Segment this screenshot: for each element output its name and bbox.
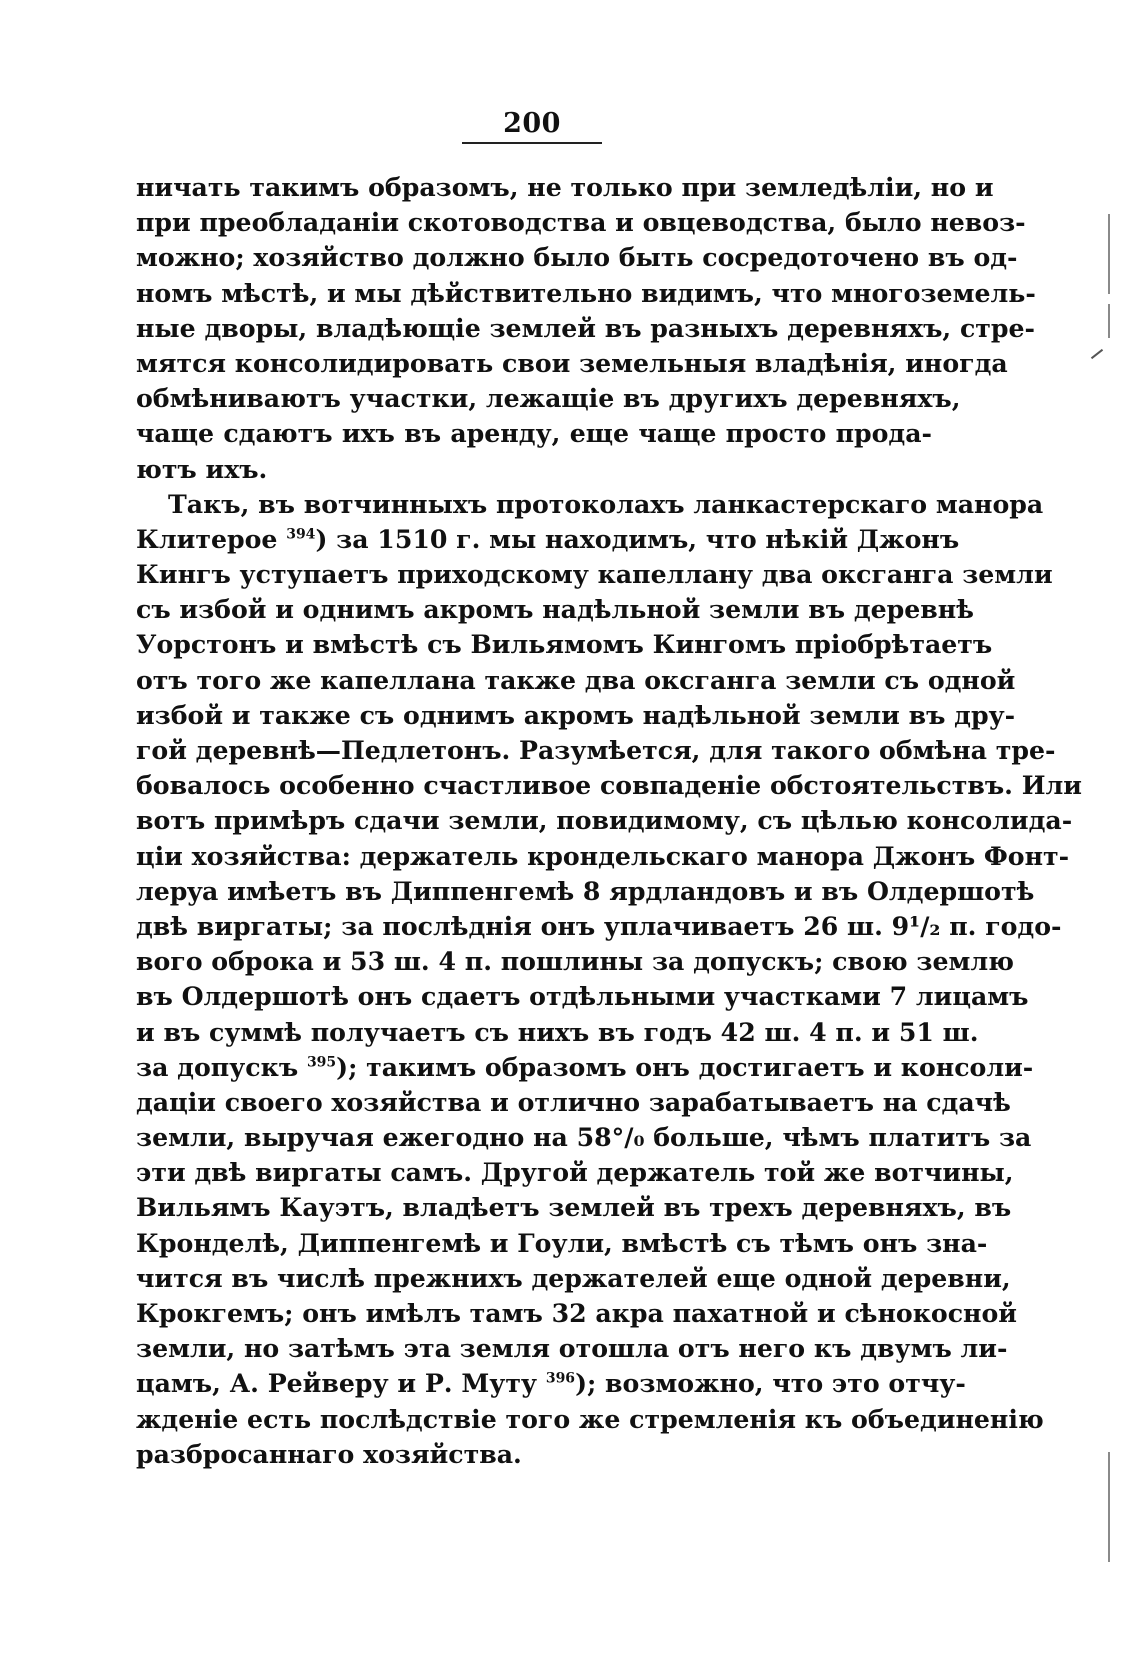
text-line: Такъ, въ вотчинныхъ протоколахъ ланкастерскаго манора [168, 488, 1044, 519]
text-line: земли, выручая ежегодно на 58°/₀ больше, чѣмъ платитъ за [136, 1122, 1032, 1153]
text-line-with-note [136, 1366, 966, 1401]
text-line: чаще сдаютъ ихъ въ аренду, еще чаще просто прода- [136, 418, 932, 449]
text-line: отъ того же капеллана также два оксганга земли съ одной [136, 664, 1016, 695]
text-fragment: ) за 1510 г. мы находимъ, что нѣкій Джонъ [315, 523, 960, 554]
text-line-with-note [136, 1050, 1034, 1085]
body-text [136, 170, 1082, 1472]
paragraph-1 [136, 170, 1036, 487]
text-line: ничать такимъ образомъ, не только при земледѣліи, но и [136, 172, 994, 202]
text-fragment: за допускъ [136, 1051, 307, 1082]
text-line: эти двѣ виргаты самъ. Другой держатель той же вотчины, [136, 1157, 1014, 1188]
text-line: двѣ виргаты; за послѣднія онъ уплачиваетъ 26 ш. 9¹/₂ п. годо- [136, 910, 1062, 941]
text-line: съ избой и однимъ акромъ надѣльной земли въ деревнѣ [136, 594, 974, 625]
margin-scan-line [1108, 304, 1110, 338]
text-line: вого оброка и 53 ш. 4 п. пошлины за допускъ; свою землю [136, 946, 1014, 977]
text-line: при преобладаніи скотоводства и овцеводства, было невоз- [136, 207, 1026, 238]
text-line: земли, но затѣмъ эта земля отошла отъ него къ двумъ ли- [136, 1333, 1008, 1364]
footnote-ref-395[interactable]: 395 [306, 1054, 337, 1071]
margin-mark [1091, 349, 1103, 359]
text-line: Вильямъ Кауэтъ, владѣетъ землей въ трехъ деревняхъ, въ [136, 1192, 1012, 1223]
text-line: ные дворы, владѣющіе землей въ разныхъ деревняхъ, стре- [136, 312, 1035, 343]
text-line-with-note [136, 522, 960, 557]
text-line: въ Олдершотѣ онъ сдаетъ отдѣльными участками 7 лицамъ [136, 981, 1029, 1012]
page-number: 200 [503, 108, 561, 139]
text-line: и въ суммѣ получаетъ съ нихъ въ годъ 42 ш. 4 п. и 51 ш. [136, 1016, 979, 1047]
margin-scan-line [1108, 214, 1110, 294]
text-line: Крокгемъ; онъ имѣлъ тамъ 32 акра пахатной и сѣнокосной [136, 1298, 1017, 1328]
text-fragment: ); возможно, что это отчу- [575, 1368, 966, 1399]
header-rule [462, 142, 602, 144]
text-line: бовалось особенно счастливое совпаденіе обстоятельствъ. Или [136, 770, 1082, 801]
text-line: Кронделѣ, Диппенгемѣ и Гоули, вмѣстѣ съ тѣмъ онъ зна- [136, 1227, 988, 1258]
text-line: разбросаннаго хозяйства. [136, 1438, 522, 1469]
text-line: лерya имѣетъ въ Диппенгемѣ 8 ярдландовъ и въ Олдершотѣ [136, 875, 1035, 906]
text-line: даціи своего хозяйства и отлично зарабатываетъ на сдачѣ [136, 1086, 1011, 1117]
text-fragment: ); такимъ образомъ онъ достигаетъ и консоли- [336, 1051, 1034, 1082]
paragraph-2 [136, 487, 1082, 1472]
text-line: номъ мѣстѣ, и мы дѣйствительно видимъ, что многоземель- [136, 277, 1036, 308]
text-line: Уорстонъ и вмѣстѣ съ Вильямомъ Кингомъ пріобрѣтаетъ [136, 629, 993, 660]
text-line: гой деревнѣ—Педлетонъ. Разумѣется, для такого обмѣна тре- [136, 735, 1056, 765]
text-line: вотъ примѣръ сдачи земли, повидимому, съ цѣлью консолида- [136, 805, 1073, 836]
text-fragment: цамъ, А. Рейверу и Р. Муту [136, 1368, 546, 1399]
text-line: мятся консолидировать свои земельныя владѣнія, иногда [136, 347, 1008, 378]
text-line: чится въ числѣ прежнихъ держателей еще одной деревни, [136, 1262, 1011, 1293]
text-line: можно; хозяйство должно было быть сосредоточено въ од- [136, 242, 1018, 273]
margin-scan-line [1108, 1452, 1110, 1562]
footnote-ref-394[interactable]: 394 [286, 526, 316, 543]
text-line: Кингъ уступаетъ приходскому капеллану два оксганга земли [136, 559, 1053, 590]
footnote-ref-396[interactable]: 396 [545, 1370, 576, 1387]
text-line: избой и также съ однимъ акромъ надѣльной земли въ дру- [136, 699, 1016, 730]
text-fragment: Клитерое [136, 523, 287, 554]
text-line: ціи хозяйства: держатель крондельскаго манора Джонъ Фонт- [136, 840, 1070, 871]
text-line: обмѣниваютъ участки, лежащіе въ другихъ деревняхъ, [136, 383, 961, 414]
text-line: ютъ ихъ. [136, 453, 268, 484]
text-line: жденіе есть послѣдствіе того же стремленія къ объединенію [136, 1403, 1044, 1434]
